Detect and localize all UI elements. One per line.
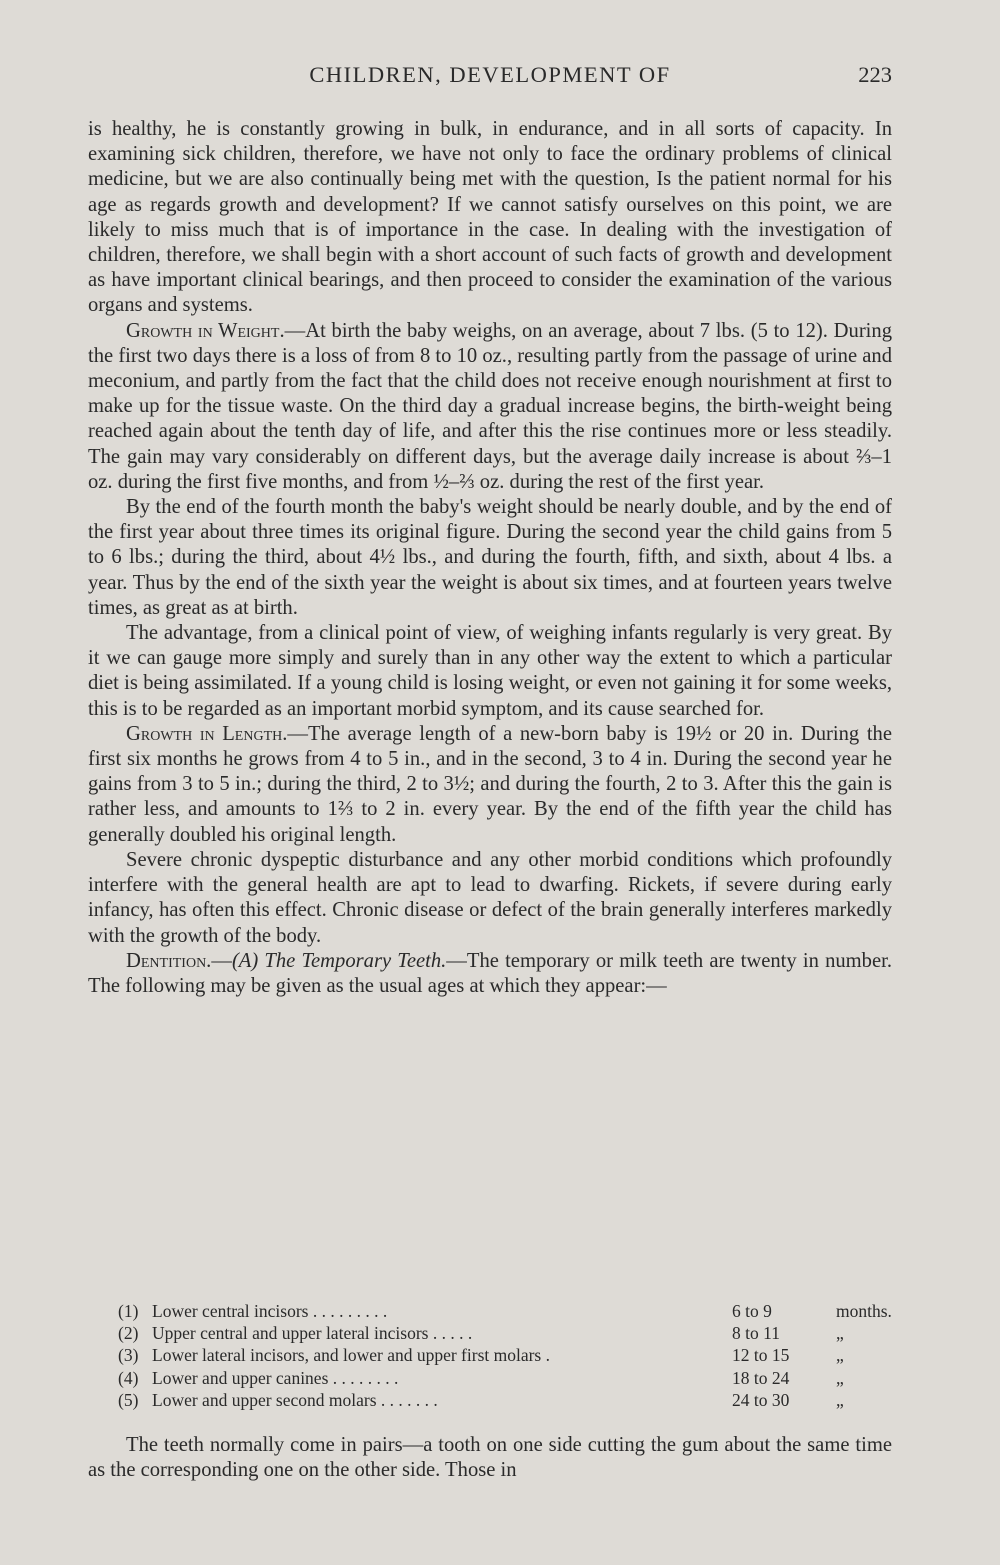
- row-number: (1): [118, 1301, 139, 1321]
- paragraph: is healthy, he is constantly growing in bulk, in endurance, and in all sorts of capacity. In examining sick children, therefore, we have not only to face the ordinary problems of clinical medicine, but we are also continually being met with the question, Is the patient normal for his age as regards growth and development? If we cannot satisfy ourselves on this point, we are likely to miss much that is of importance in the case. In dealing with the investigation of children, therefore, we shall begin with a short account of such facts of growth and development as have important clinical bearings, and then proceed to consider the examination of the various organs and systems.: [88, 118, 892, 317]
- row-age: 24 to 30: [732, 1389, 790, 1410]
- paragraph-text: —The average length of a new-born baby is 19½ or 20 in. During the first six months he grows from 4 to 5 in., and in the second, 3 to 4 in. During the second year he gains from 3 to 5 in.; during the third, 2 to 3½; and during the fourth, 2 to 3. After this the gain is rather less, and amounts to 1⅔ to 2 in. every year. By the end of the fifth year the child has generally doubled his original length.: [88, 722, 892, 846]
- row-unit: months.: [836, 1301, 892, 1321]
- running-title: CHILDREN, DEVELOPMENT OF: [309, 62, 671, 87]
- paragraph-dentition: [88, 949, 892, 999]
- row-number: (2): [118, 1323, 139, 1344]
- section-heading: Growth in Weight.: [126, 319, 285, 342]
- subsection-label: (A) The Temporary Teeth.: [231, 949, 447, 972]
- row-description: Lower and upper second molars . . . . . . .: [152, 1389, 438, 1410]
- teeth-eruption-table: [118, 1300, 894, 1411]
- row-number: (3): [118, 1345, 139, 1366]
- row-age: 8 to 11: [732, 1323, 780, 1344]
- closing-text: [88, 1433, 892, 1483]
- paragraph-text: —The temporary or milk teeth are twenty in number. The following may be given as the usual ages at which they appear:—: [88, 949, 892, 997]
- row-unit: „: [836, 1345, 844, 1366]
- paragraph: By the end of the fourth month the baby's weight should be nearly double, and by the end of the first year about three times its original figure. During the second year the child gains from 5 to 6 lbs.; during the third, about 4½ lbs., and during the fourth, fifth, and sixth, about 4 lbs. a year. Thus by the end of the sixth year the weight is about six times, and at fourteen years twelve times, as great as at birth.: [88, 496, 892, 619]
- page-number: 223: [858, 62, 892, 87]
- paragraph-text: —At birth the baby weighs, on an average, about 7 lbs. (5 to 12). During the first two days there is a loss of from 8 to 10 oz., resulting partly from the passage of urine and meconium, and partly from the fact that the child does not receive enough nourishment at first to make up for the tissue waste. On the third day a gradual increase begins, the birth-weight being reached again about the tenth day of life, and after this the rise continues more or less steadily. The gain may vary considerably on different days, but the average daily increase is about ⅔–1 oz. during the first five months, and from ½–⅔ oz. during the rest of the first year.: [88, 319, 892, 493]
- row-description: Lower lateral incisors, and lower and upper first molars .: [152, 1345, 550, 1366]
- row-unit: „: [836, 1323, 844, 1344]
- row-age: 6 to 9: [732, 1301, 772, 1321]
- row-description: Lower central incisors . . . . . . . . .: [152, 1301, 388, 1321]
- row-age: 12 to 15: [732, 1345, 790, 1366]
- paragraph: The advantage, from a clinical point of view, of weighing infants regularly is very great. By it we can gauge more simply and surely than in any other way the extent to which a particular diet is being assimilated. If a young child is losing weight, or even not gaining it for some weeks, this is to be regarded as an important morbid symptom, and its cause searched for.: [88, 622, 892, 720]
- dash: —: [211, 949, 232, 972]
- table-row: [118, 1322, 894, 1344]
- table-row: [118, 1344, 894, 1366]
- row-unit: „: [836, 1367, 844, 1388]
- running-header: [88, 62, 892, 96]
- table-row: [118, 1300, 894, 1322]
- row-unit: „: [836, 1389, 844, 1410]
- row-description: Lower and upper canines . . . . . . . .: [152, 1367, 399, 1388]
- row-number: (5): [118, 1389, 139, 1410]
- section-heading: Dentition.: [126, 949, 212, 972]
- paragraph: Severe chronic dyspeptic disturbance and any other morbid conditions which profoundly interfere with the general health are apt to lead to dwarfing. Rickets, if severe during early infancy, has often this effect. Chronic disease or defect of the brain generally interferes markedly with the growth of the body.: [88, 848, 892, 947]
- table-row: [118, 1367, 894, 1389]
- section-heading: Growth in Length.: [126, 722, 288, 745]
- row-number: (4): [118, 1367, 139, 1388]
- paragraph-growth-weight: [88, 319, 892, 495]
- paragraph: The teeth normally come in pairs—a tooth on one side cutting the gum about the same time as the corresponding one on the other side. Those in: [88, 1434, 892, 1482]
- row-description: Upper central and upper lateral incisors . . . . .: [152, 1323, 473, 1344]
- row-age: 18 to 24: [732, 1367, 790, 1388]
- body-text: [88, 117, 892, 999]
- paragraph-growth-length: [88, 722, 892, 848]
- table-row: [118, 1389, 894, 1411]
